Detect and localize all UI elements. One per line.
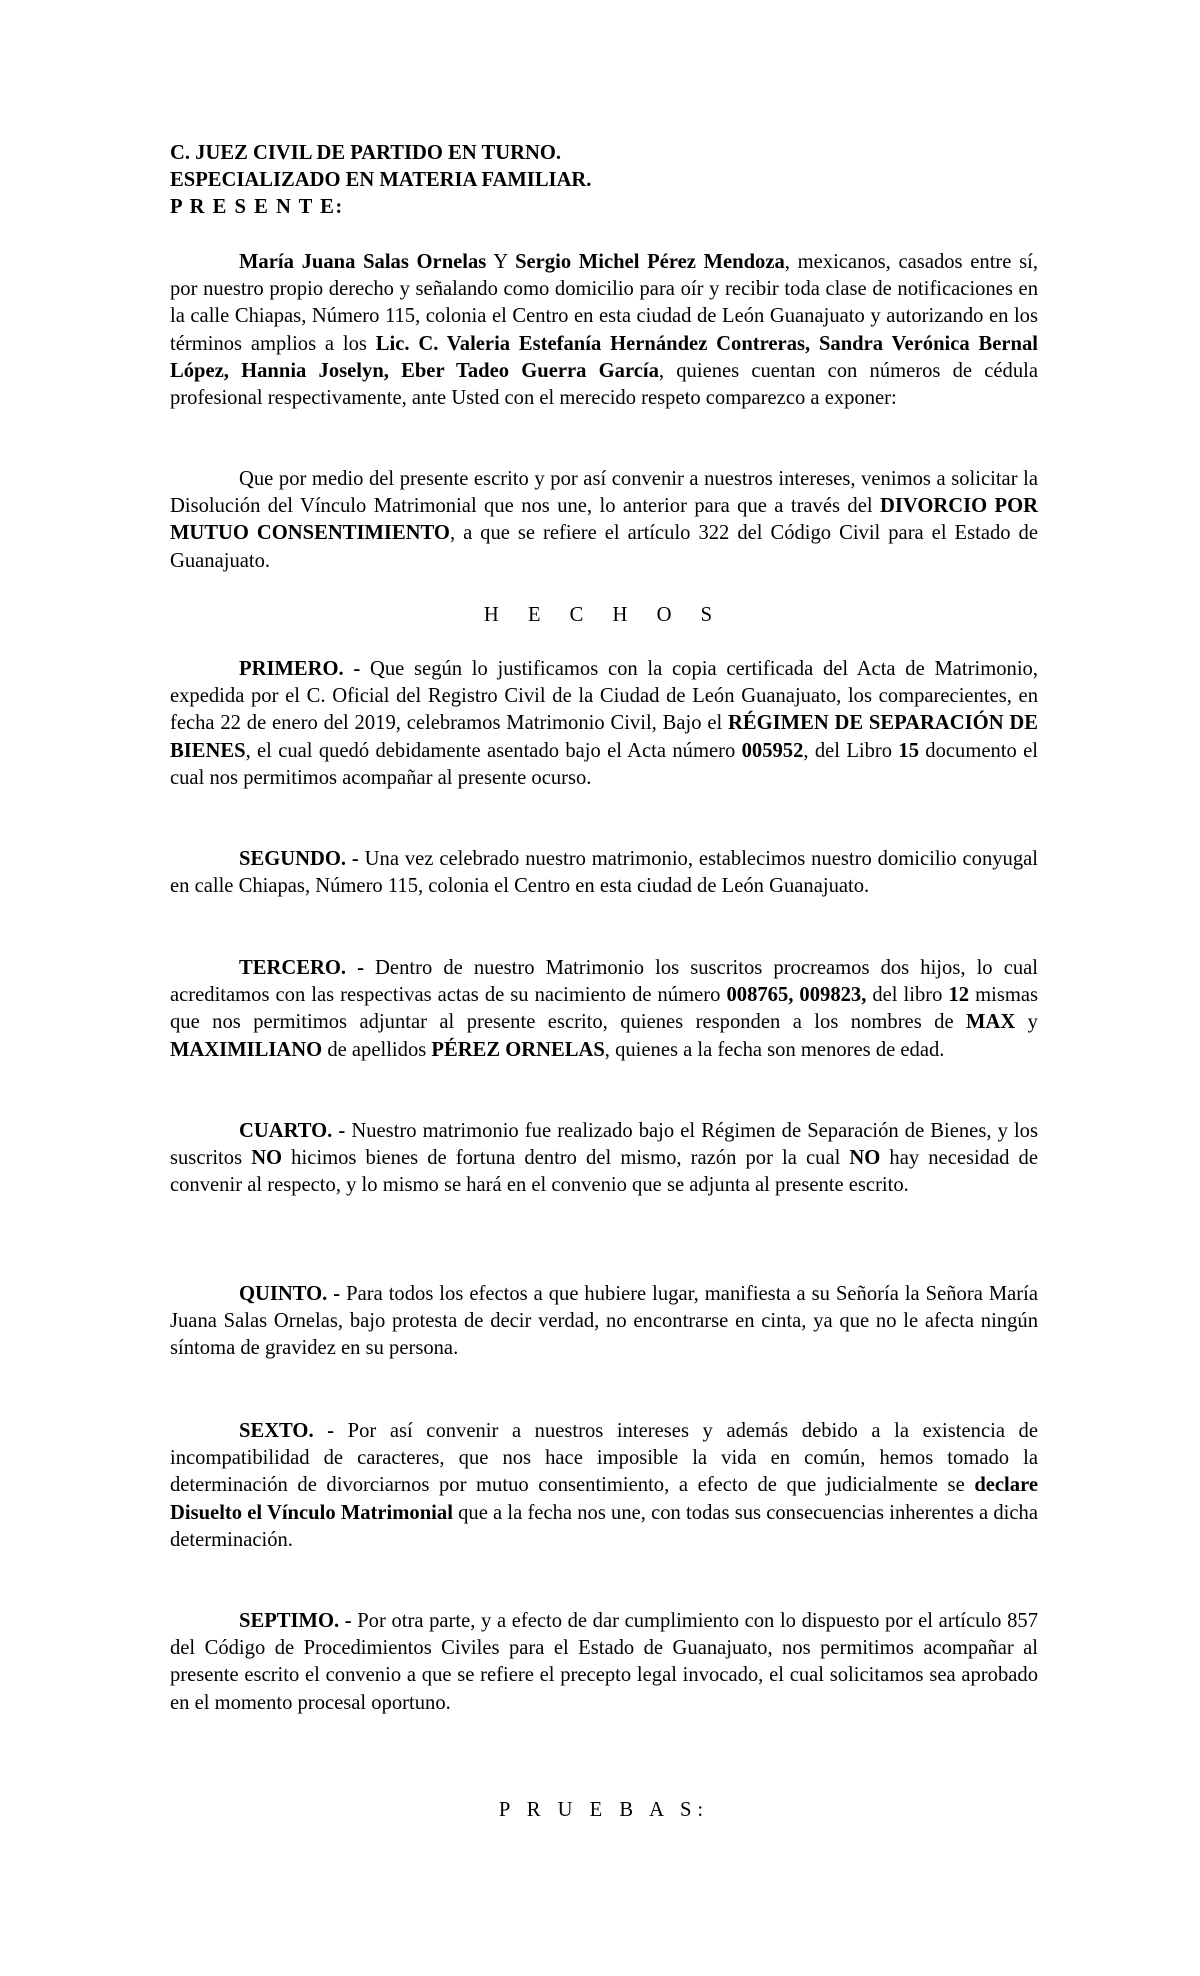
fact-segundo: SEGUNDO. - Una vez celebrado nuestro matrimonio, establecimos nuestro domicilio conyugal en calle Chiapas, Número 115, colonia el Centro en esta ciudad de León Guanajuato. (170, 848, 1038, 898)
intro-paragraph: María Juana Salas Ornelas Y Sergio Michel Pérez Mendoza, mexicanos, casados entre sí, por nuestro propio derecho y señalando como domicilio para oír y recibir toda clase de notificaciones en la calle Chiapas, Número 115, colonia el Centro en esta ciudad de León Guanajuato y autorizando en los términos amplios a los Lic. C. Valeria Estefanía Hernández Contreras, Sandra Verónica Bernal López, Hannia Joselyn, Eber Tadeo Guerra García, quienes cuentan con números de cédula profesional respectivamente, ante Usted con el merecido respeto comparezco a exponer: (170, 251, 1039, 410)
header-line-presente: P R E S E N T E: (170, 196, 344, 219)
fact-tercero: TERCERO. - Dentro de nuestro Matrimonio los suscritos procreamos dos hijos, lo cual acreditamos con las respectivas actas de su nacimiento de número 008765, 009823, del libro 12 mismas que nos permitimos adjuntar al presente escrito, quienes responden a los nombres de MAX y MAXIMILIANO de apellidos PÉREZ ORNELAS, quienes a la fecha son menores de edad. (170, 957, 1039, 1061)
petitioner-name-1: María Juana Salas Ornelas (239, 251, 487, 273)
fact-primero: PRIMERO. - Que según lo justificamos con la copia certificada del Acta de Matrimonio, expedida por el C. Oficial del Registro Civil de la Ciudad de León Guanajuato, los comparecientes, en fecha 22 de enero del 2019, celebramos Matrimonio Civil, Bajo el RÉGIMEN DE SEPARACIÓN DE BIENES, el cual quedó debidamente asentado bajo el Acta número 005952, del Libro 15 documento el cual nos permitimos acompañar al presente ocurso. (170, 658, 1038, 789)
pruebas-title: P R U E B A S: (498, 1799, 710, 1821)
fact-quinto: QUINTO. - Para todos los efectos a que hubiere lugar, manifiesta a su Señoría la Señora María Juana Salas Ornelas, bajo protesta de decir verdad, no encontrarse en cinta, ya que no le afecta ningún síntoma de gravidez en su persona. (170, 1283, 1038, 1360)
petition-paragraph: Que por medio del presente escrito y por así convenir a nuestros intereses, venimos a solicitar la Disolución del Vínculo Matrimonial que nos une, lo anterior para que a través del DIVORCIO POR MUTUO CONSENTIMIENTO, a que se refiere el artículo 322 del Código Civil para el Estado de Guanajuato. (170, 468, 1038, 572)
fact-septimo: SEPTIMO. - Por otra parte, y a efecto de dar cumplimiento con lo dispuesto por el artículo 857 del Código de Procedimientos Civiles para el Estado de Guanajuato, nos permitimos acompañar al presente escrito el convenio a que se refiere el precepto legal invocado, el cual solicitamos sea aprobado en el momento procesal oportuno. (170, 1610, 1038, 1714)
fact-sexto: SEXTO. - Por así convenir a nuestros intereses y además debido a la existencia de incompatibilidad de caracteres, que nos hace imposible la vida en común, hemos tomado la determinación de divorciarnos por mutuo consentimiento, a efecto de que judicialmente se declare Disuelto el Vínculo Matrimonial que a la fecha nos une, con todas sus consecuencias inherentes a dicha determinación. (170, 1420, 1038, 1551)
authorized-lawyers: Lic. C. Valeria Estefanía Hernández Contreras, Sandra Verónica Bernal López, Hannia Joselyn, Eber Tadeo Guerra García (170, 332, 1038, 382)
fact-cuarto: CUARTO. - Nuestro matrimonio fue realizado bajo el Régimen de Separación de Bienes, y los suscritos NO hicimos bienes de fortuna dentro del mismo, razón por la cual NO hay necesidad de convenir al respecto, y lo mismo se hará en el convenio que se adjunta al presente escrito. (170, 1120, 1038, 1197)
hechos-title: H E C H O S (483, 604, 725, 626)
header-line-specialty: ESPECIALIZADO EN MATERIA FAMILIAR. (170, 169, 592, 192)
petitioner-name-2: Sergio Michel Pérez Mendoza (515, 251, 785, 273)
header-line-judge: C. JUEZ CIVIL DE PARTIDO EN TURNO. (170, 142, 561, 164)
addressee-header (170, 140, 1038, 222)
divorce-type: DIVORCIO POR MUTUO CONSENTIMIENTO (170, 495, 1038, 545)
